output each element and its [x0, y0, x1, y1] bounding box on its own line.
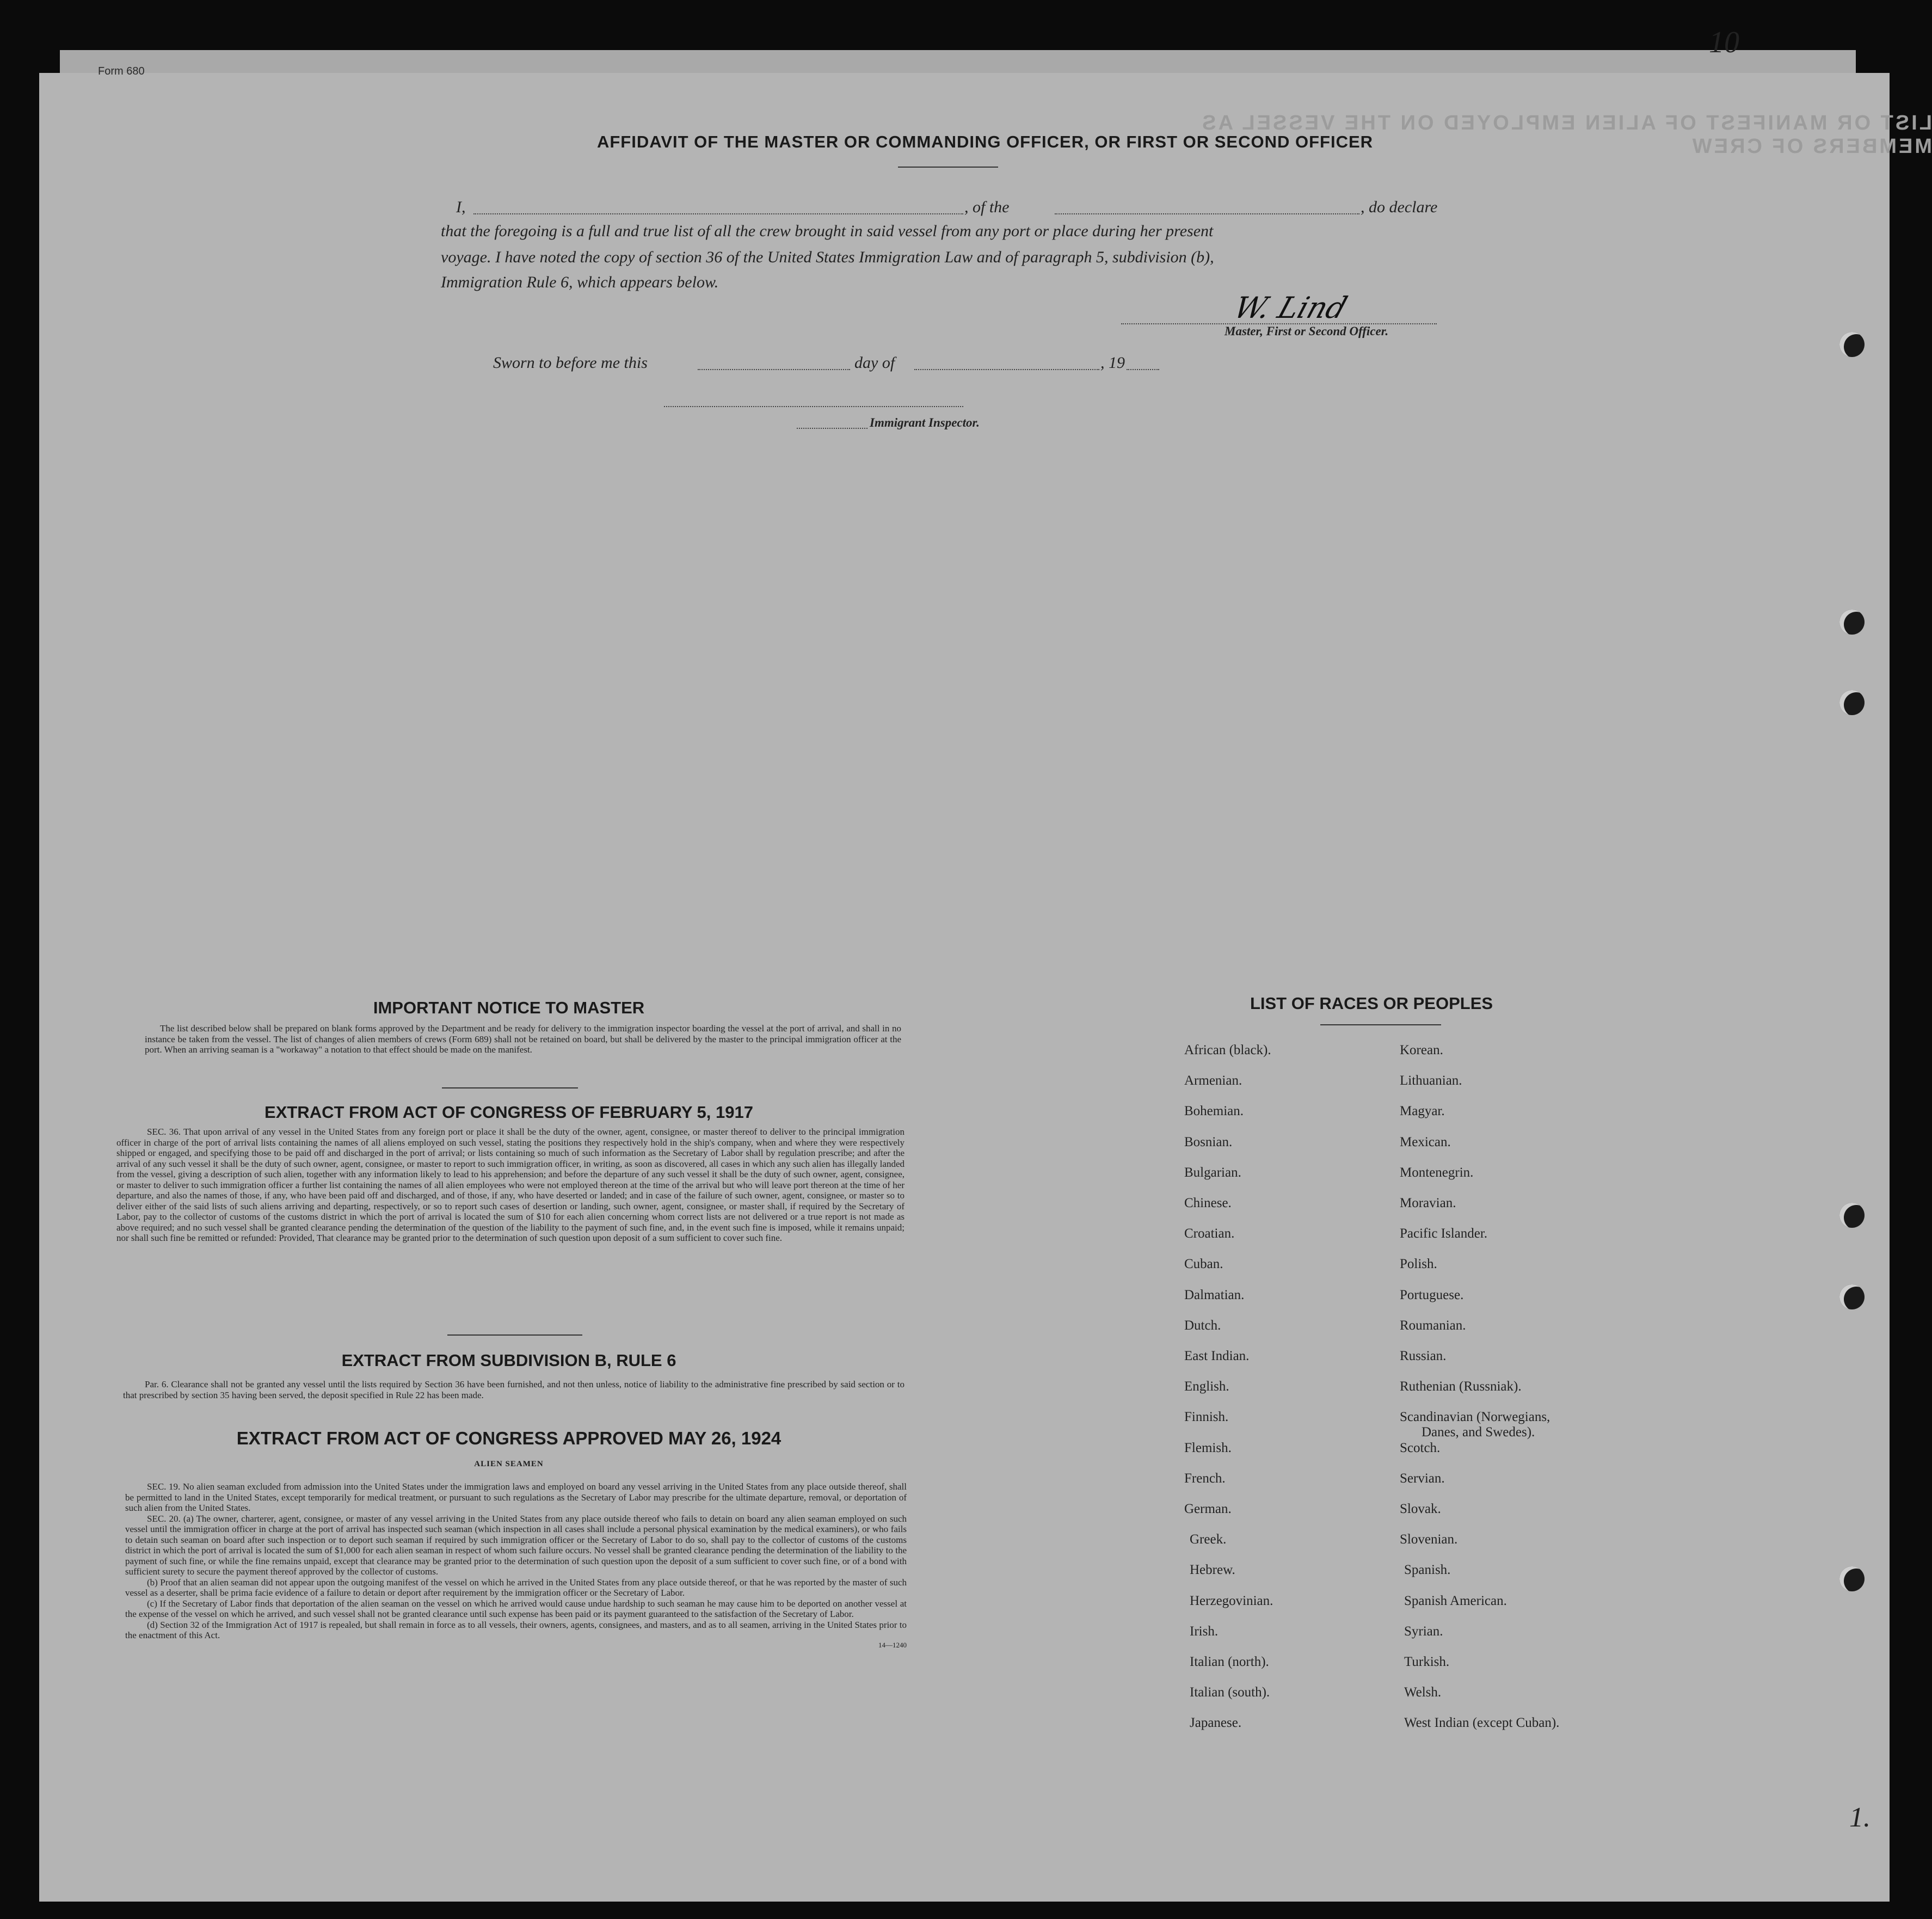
race-entry: Moravian. — [1400, 1196, 1456, 1210]
race-entry: French. — [1184, 1471, 1226, 1486]
extract-rule6-body: Par. 6. Clearance shall not be granted any vessel until the lists required by Section 36 have been furnished, and not then unless, notice of liability to the administrative fine prescribed by said section or to that prescribed by section 35 having been served, the deposit specified in Rule 22 has been made. — [123, 1379, 905, 1400]
race-entry: Bosnian. — [1184, 1134, 1233, 1149]
declaration-line-3: voyage. I have noted the copy of section 36 of the United States Immigration Law and of paragraph 5, subdivision (b), — [441, 248, 1214, 266]
race-entry: Mexican. — [1400, 1134, 1451, 1149]
race-entry: Polish. — [1400, 1257, 1437, 1272]
binder-hole — [1839, 1203, 1865, 1228]
race-entry: Portuguese. — [1400, 1287, 1464, 1302]
sworn-month-line — [914, 369, 1099, 370]
race-entry: Flemish. — [1184, 1440, 1232, 1455]
race-entry: Armenian. — [1184, 1073, 1242, 1088]
race-entry: Greek. — [1190, 1532, 1227, 1547]
notice-title: IMPORTANT NOTICE TO MASTER — [373, 998, 645, 1017]
notice-body: The list described below shall be prepared on blank forms approved by the Department and be ready for delivery to the immigration inspector boarding the vessel at the port of arrival, and shall in no instance be taken from the vessel. The list of changes of alien members of crews (Form 689) shall not be retained on board, but shall be delivered by the master to the principal immigration officer at the port. When an arriving seaman is a "workaway" a notation to that effect should be made on the manifest. — [145, 1023, 901, 1055]
section-19-text: SEC. 19. No alien seaman excluded from admission into the United States under the immigration laws and employed on board any vessel arriving in the United States from any place outside thereof, shall be permitted to land in the United States, except temporarily for medical treatment, or pursuant to such regulations as the Secretary of Labor may prescribe for the ultimate departure, removal, or deportation of such alien from the United States. — [125, 1481, 907, 1513]
form-number: Form 680 — [98, 65, 145, 77]
sworn-year-line — [1127, 369, 1159, 370]
extract-1924-body — [125, 1481, 907, 1649]
section-rule — [447, 1334, 582, 1336]
title-rule — [898, 167, 998, 168]
race-entry: Roumanian. — [1400, 1318, 1466, 1333]
race-entry: Italian (south). — [1190, 1685, 1270, 1700]
of-the-label: , of the — [964, 198, 1010, 216]
sworn-day-line — [698, 369, 850, 370]
race-entry: Italian (north). — [1190, 1654, 1269, 1669]
inspector-caption: Immigrant Inspector. — [870, 416, 980, 429]
declaration-line-4: Immigration Rule 6, which appears below. — [441, 273, 719, 291]
races-rule — [1320, 1024, 1441, 1025]
race-entry: Cuban. — [1184, 1257, 1223, 1272]
race-entry: Syrian. — [1404, 1623, 1443, 1639]
race-entry: Lithuanian. — [1400, 1073, 1462, 1088]
race-entry: Danes, and Swedes). — [1422, 1425, 1535, 1440]
race-entry: Dalmatian. — [1184, 1287, 1245, 1302]
race-entry: Dutch. — [1184, 1318, 1221, 1333]
race-entry: Turkish. — [1404, 1654, 1450, 1669]
binder-hole — [1839, 690, 1865, 715]
section-rule — [442, 1087, 578, 1088]
race-entry: Spanish. — [1404, 1563, 1451, 1578]
race-entry: Servian. — [1400, 1471, 1445, 1486]
race-entry: Russian. — [1400, 1349, 1447, 1363]
race-entry: Welsh. — [1404, 1685, 1442, 1700]
corner-mark: 1. — [1849, 1802, 1871, 1833]
races-title: LIST OF RACES OR PEOPLES — [1250, 994, 1493, 1013]
day-of-label: day of — [854, 354, 895, 372]
affidavit-title: AFFIDAVIT OF THE MASTER OR COMMANDING OFFICER, OR FIRST OR SECOND OFFICER — [596, 132, 1374, 151]
do-declare-label: , do declare — [1361, 198, 1438, 216]
print-code: 14—1240 — [878, 1640, 907, 1649]
extract-rule6-title: EXTRACT FROM SUBDIVISION B, RULE 6 — [341, 1351, 676, 1370]
inspector-signature-line — [664, 406, 963, 407]
year-prefix: , 19 — [1100, 354, 1125, 372]
race-entry: Bulgarian. — [1184, 1165, 1241, 1180]
section-20c-text: (c) If the Secretary of Labor finds that deportation of the alien seaman on the vessel on which he arrived would cause undue hardship to such seaman he may cause him to be deported on another vessel at the expense of the vessel on which he arrived, and such vessel shall not be granted clearance until such expense has been paid or its payment guaranteed to the satisfaction of the Secretary of Labor. — [125, 1598, 907, 1619]
bleed-through-heading: LIST OR MANIFEST OF ALIEN EMPLOYED ON THE VESSEL AS MEMBERS OF CREW — [1200, 112, 1932, 158]
race-entry: Montenegrin. — [1400, 1165, 1474, 1180]
alien-seamen-subtitle: ALIEN SEAMEN — [474, 1460, 544, 1468]
extract-1924-title: EXTRACT FROM ACT OF CONGRESS APPROVED MAY 26, 1924 — [236, 1428, 782, 1448]
race-entry: Slovak. — [1400, 1502, 1441, 1516]
declaration-line-2: that the foregoing is a full and true list of all the crew brought in said vessel from any port or place during her present — [441, 222, 1214, 240]
vessel-name-line — [1055, 213, 1359, 214]
race-entry: German. — [1184, 1502, 1232, 1516]
race-entry: Irish. — [1190, 1623, 1219, 1639]
race-entry: Scotch. — [1400, 1440, 1441, 1455]
race-entry: East Indian. — [1184, 1349, 1250, 1363]
binder-hole — [1839, 1284, 1865, 1309]
declarant-name-line — [473, 213, 963, 214]
extract-1917-title: EXTRACT FROM ACT OF CONGRESS OF FEBRUARY 5, 1917 — [264, 1103, 753, 1122]
declarant-prefix: I, — [456, 198, 466, 216]
race-entry: Slovenian. — [1400, 1532, 1458, 1547]
race-entry: Japanese. — [1190, 1715, 1242, 1731]
race-entry: Korean. — [1400, 1043, 1443, 1057]
section-20d-text: (d) Section 32 of the Immigration Act of 1917 is repealed, but shall remain in force as to all vessels, their owners, agents, consignees, and masters, and as to all seamen, arriving in the United States prior to the enactment of this Act. — [125, 1619, 907, 1640]
binder-hole — [1839, 610, 1865, 635]
section-20b-text: (b) Proof that an alien seaman did not appear upon the outgoing manifest of the vessel on which he arrived in the United States from any place outside thereof, or that he was reported by the master of such vessel as a deserter, shall be prima facie evidence of a failure to detain or deport after requirement by the immigration officer or the Secretary of Labor. — [125, 1577, 907, 1598]
race-entry: Herzegovinian. — [1190, 1593, 1273, 1608]
race-entry: Pacific Islander. — [1400, 1226, 1488, 1241]
race-entry: Scandinavian (Norwegians, — [1400, 1410, 1550, 1425]
race-entry: African (black). — [1184, 1043, 1271, 1057]
race-entry: Spanish American. — [1404, 1593, 1507, 1608]
officer-signature: W. Lind — [1229, 291, 1352, 325]
signature-caption: Master, First or Second Officer. — [1225, 324, 1389, 338]
race-entry: English. — [1184, 1379, 1229, 1394]
sworn-label: Sworn to before me this — [493, 354, 648, 372]
race-entry: Hebrew. — [1190, 1563, 1235, 1578]
race-entry: Croatian. — [1184, 1226, 1235, 1241]
race-entry: West Indian (except Cuban). — [1404, 1715, 1560, 1731]
extract-1917-body: SEC. 36. That upon arrival of any vessel in the United States from any foreign port or place it shall be the duty of the owner, agent, consignee, or master thereof to deliver to the principal immigration officer in charge of the port of arrival lists containing the names of all aliens employed on such vessel, stating the positions they respectively hold in the ship's company, when and where they were respectively shipped or engaged, and specifying those to be paid off and discharged in the port of arrival; or lists containing so much of such information as the Secretary of Labor shall by regulation prescribe; and after the arrival of any such vessel it shall be the duty of such owner, agent, consignee, or master to report to such immigration officer, in writing, as soon as discovered, all cases in which any such alien has illegally landed from the vessel, giving a description of such alien, together with any information likely to lead to his apprehension; and before the departure of any such vessel it shall be the duty of such owner, agent, consignee, or master to deliver to such immigration officer a further list containing the names of all alien employees who were not employed thereon at the time of the arrival but who will leave port thereon at the time of her departure, and also the names of those, if any, who have been paid off and discharged, and of those, if any, who have deserted or landed; and in case of the failure of such owner, agent, consignee, or master so to deliver either of the said lists of such aliens arriving and departing, respectively, or so to report such cases of desertion or landing, such owner, agent, consignee, or master shall, if required by the Secretary of Labor, pay to the collector of customs of the customs district in which the port of arrival is located the sum of $10 for each alien concerning whom correct lists are not delivered or a true report is not made as above required; and no such vessel shall be granted clearance pending the determination of the question of the liability to the payment of such fine, and, in the event such fine is imposed, while it remains unpaid; nor shall such fine be remitted or refunded: Provided, That clearance may be granted prior to the determination of such question upon deposit of a sum sufficient to cover such fine. — [116, 1127, 905, 1243]
binder-hole — [1839, 1566, 1865, 1591]
binder-hole — [1839, 332, 1865, 357]
race-entry: Ruthenian (Russniak). — [1400, 1379, 1522, 1394]
race-entry: Bohemian. — [1184, 1104, 1244, 1119]
page-mark: 10 — [1709, 26, 1739, 59]
race-entry: Finnish. — [1184, 1410, 1229, 1425]
race-entry: Chinese. — [1184, 1196, 1232, 1210]
inspector-name-line — [797, 428, 867, 429]
race-entry: Magyar. — [1400, 1104, 1445, 1119]
section-20a-text: SEC. 20. (a) The owner, charterer, agent, consignee, or master of any vessel arriving in the United States from any place outside thereof who fails to detain on board any alien seaman employed on such vessel until the immigration officer in charge at the port of arrival has inspected such seaman (which inspection in all cases shall include a personal physical examination by the medical examiners), or who fails to detain such seaman on board after such inspection or to deport such seaman if required by such immigration officer or the Secretary of Labor to do so, shall pay to the collector of customs of the customs district in which the port of arrival is located the sum of $1,000 for each alien seaman in respect of whom such failure occurs. No vessel shall be granted clearance pending the determination of the liability to the payment of such fine, or while the fine remains unpaid, except that clearance may be granted prior to the determination of such question upon the deposit of a sum sufficient to cover such fine, or of a bond with sufficient surety to secure the payment thereof approved by the collector of customs. — [125, 1513, 907, 1577]
